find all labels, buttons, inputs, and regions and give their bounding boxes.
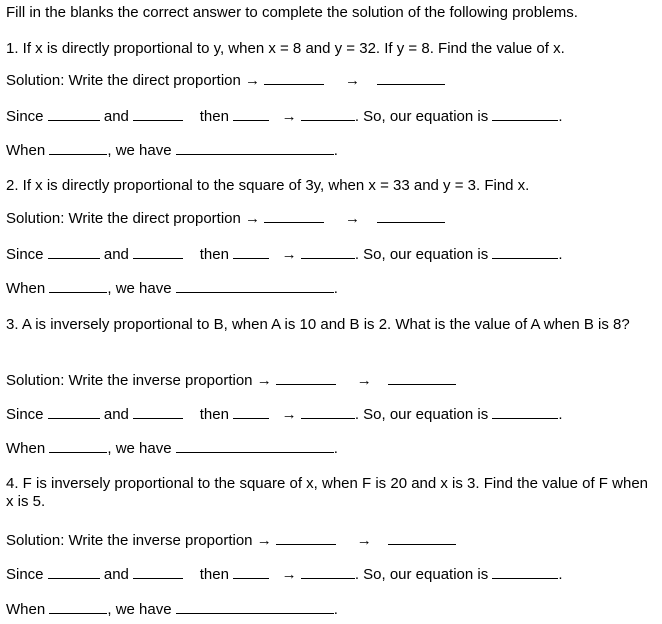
blank-field[interactable] [492, 406, 558, 419]
blank-field[interactable] [492, 566, 558, 579]
blank-field[interactable] [388, 532, 456, 545]
blank-field[interactable] [233, 108, 269, 121]
blank-field[interactable] [48, 406, 100, 419]
and-label: and [103, 406, 129, 423]
blank-field[interactable] [276, 372, 336, 385]
and-label: and [103, 108, 129, 125]
blank-field[interactable] [133, 566, 183, 579]
since-label: Since [6, 108, 44, 125]
blank-field[interactable] [176, 601, 334, 614]
blank-field[interactable] [133, 406, 183, 419]
blank-field[interactable] [48, 566, 100, 579]
blank-field[interactable] [49, 440, 107, 453]
blank-field[interactable] [301, 406, 355, 419]
since-row-4 [6, 566, 563, 584]
arrow-icon: → [256, 532, 272, 549]
arrow-icon: → [281, 108, 297, 125]
solution-row-2 [6, 210, 445, 228]
and-label: and [103, 246, 129, 263]
we-have-label: , we have [107, 440, 172, 457]
period: . [558, 566, 563, 583]
blank-field[interactable] [264, 72, 324, 85]
blank-field[interactable] [492, 108, 558, 121]
when-row-2 [6, 280, 338, 298]
we-have-label: , we have [107, 142, 172, 159]
blank-field[interactable] [233, 566, 269, 579]
when-label: When [6, 601, 46, 618]
then-label: then [199, 246, 229, 263]
solution-label: Solution: Write the direct proportion [6, 210, 241, 227]
blank-field[interactable] [388, 372, 456, 385]
blank-field[interactable] [48, 246, 100, 259]
since-row-3 [6, 406, 563, 424]
and-label: and [103, 566, 129, 583]
arrow-icon: → [256, 372, 272, 389]
arrow-icon: → [281, 406, 297, 423]
arrow-icon: → [345, 72, 361, 89]
blank-field[interactable] [301, 108, 355, 121]
blank-field[interactable] [48, 108, 100, 121]
equation-label: . So, our equation is [354, 246, 489, 263]
question-4: 4. F is inversely proportional to the square of x, when F is 20 and x is 3. Find the value of F when x is 5. [6, 475, 648, 510]
period: . [333, 280, 338, 297]
then-label: then [199, 406, 229, 423]
period: . [558, 108, 563, 125]
period: . [333, 601, 338, 618]
solution-label: Solution: Write the direct proportion [6, 72, 241, 89]
period: . [333, 440, 338, 457]
blank-field[interactable] [377, 210, 445, 223]
blank-field[interactable] [301, 566, 355, 579]
arrow-icon: → [281, 566, 297, 583]
blank-field[interactable] [49, 280, 107, 293]
solution-row-4 [6, 532, 456, 550]
arrow-icon: → [281, 246, 297, 263]
blank-field[interactable] [276, 532, 336, 545]
period: . [333, 142, 338, 159]
question-3: 3. A is inversely proportional to B, when A is 10 and B is 2. What is the value of A when B is 8? [6, 316, 630, 333]
solution-label: Solution: Write the inverse proportion [6, 532, 253, 549]
since-row-1 [6, 108, 563, 126]
since-label: Since [6, 566, 44, 583]
we-have-label: , we have [107, 601, 172, 618]
arrow-icon: → [345, 210, 361, 227]
we-have-label: , we have [107, 280, 172, 297]
arrow-icon: → [245, 72, 261, 89]
equation-label: . So, our equation is [354, 406, 489, 423]
then-label: then [199, 566, 229, 583]
blank-field[interactable] [377, 72, 445, 85]
blank-field[interactable] [176, 142, 334, 155]
when-row-3 [6, 440, 338, 458]
arrow-icon: → [356, 372, 372, 389]
equation-label: . So, our equation is [354, 108, 489, 125]
period: . [558, 406, 563, 423]
equation-label: . So, our equation is [354, 566, 489, 583]
when-row-4 [6, 601, 338, 619]
arrow-icon: → [356, 532, 372, 549]
when-label: When [6, 280, 46, 297]
solution-label: Solution: Write the inverse proportion [6, 372, 253, 389]
blank-field[interactable] [49, 142, 107, 155]
when-label: When [6, 142, 46, 159]
blank-field[interactable] [233, 246, 269, 259]
blank-field[interactable] [264, 210, 324, 223]
solution-row-3 [6, 372, 456, 390]
then-label: then [199, 108, 229, 125]
blank-field[interactable] [133, 108, 183, 121]
blank-field[interactable] [133, 246, 183, 259]
question-2: 2. If x is directly proportional to the square of 3y, when x = 33 and y = 3. Find x. [6, 177, 530, 194]
period: . [558, 246, 563, 263]
blank-field[interactable] [492, 246, 558, 259]
since-label: Since [6, 406, 44, 423]
blank-field[interactable] [176, 280, 334, 293]
when-label: When [6, 440, 46, 457]
blank-field[interactable] [176, 440, 334, 453]
blank-field[interactable] [49, 601, 107, 614]
since-row-2 [6, 246, 563, 264]
blank-field[interactable] [301, 246, 355, 259]
arrow-icon: → [245, 210, 261, 227]
question-1: 1. If x is directly proportional to y, when x = 8 and y = 32. If y = 8. Find the value of x. [6, 40, 565, 57]
solution-row-1 [6, 72, 445, 90]
when-row-1 [6, 142, 338, 160]
instructions: Fill in the blanks the correct answer to complete the solution of the following problems. [6, 4, 578, 21]
since-label: Since [6, 246, 44, 263]
blank-field[interactable] [233, 406, 269, 419]
